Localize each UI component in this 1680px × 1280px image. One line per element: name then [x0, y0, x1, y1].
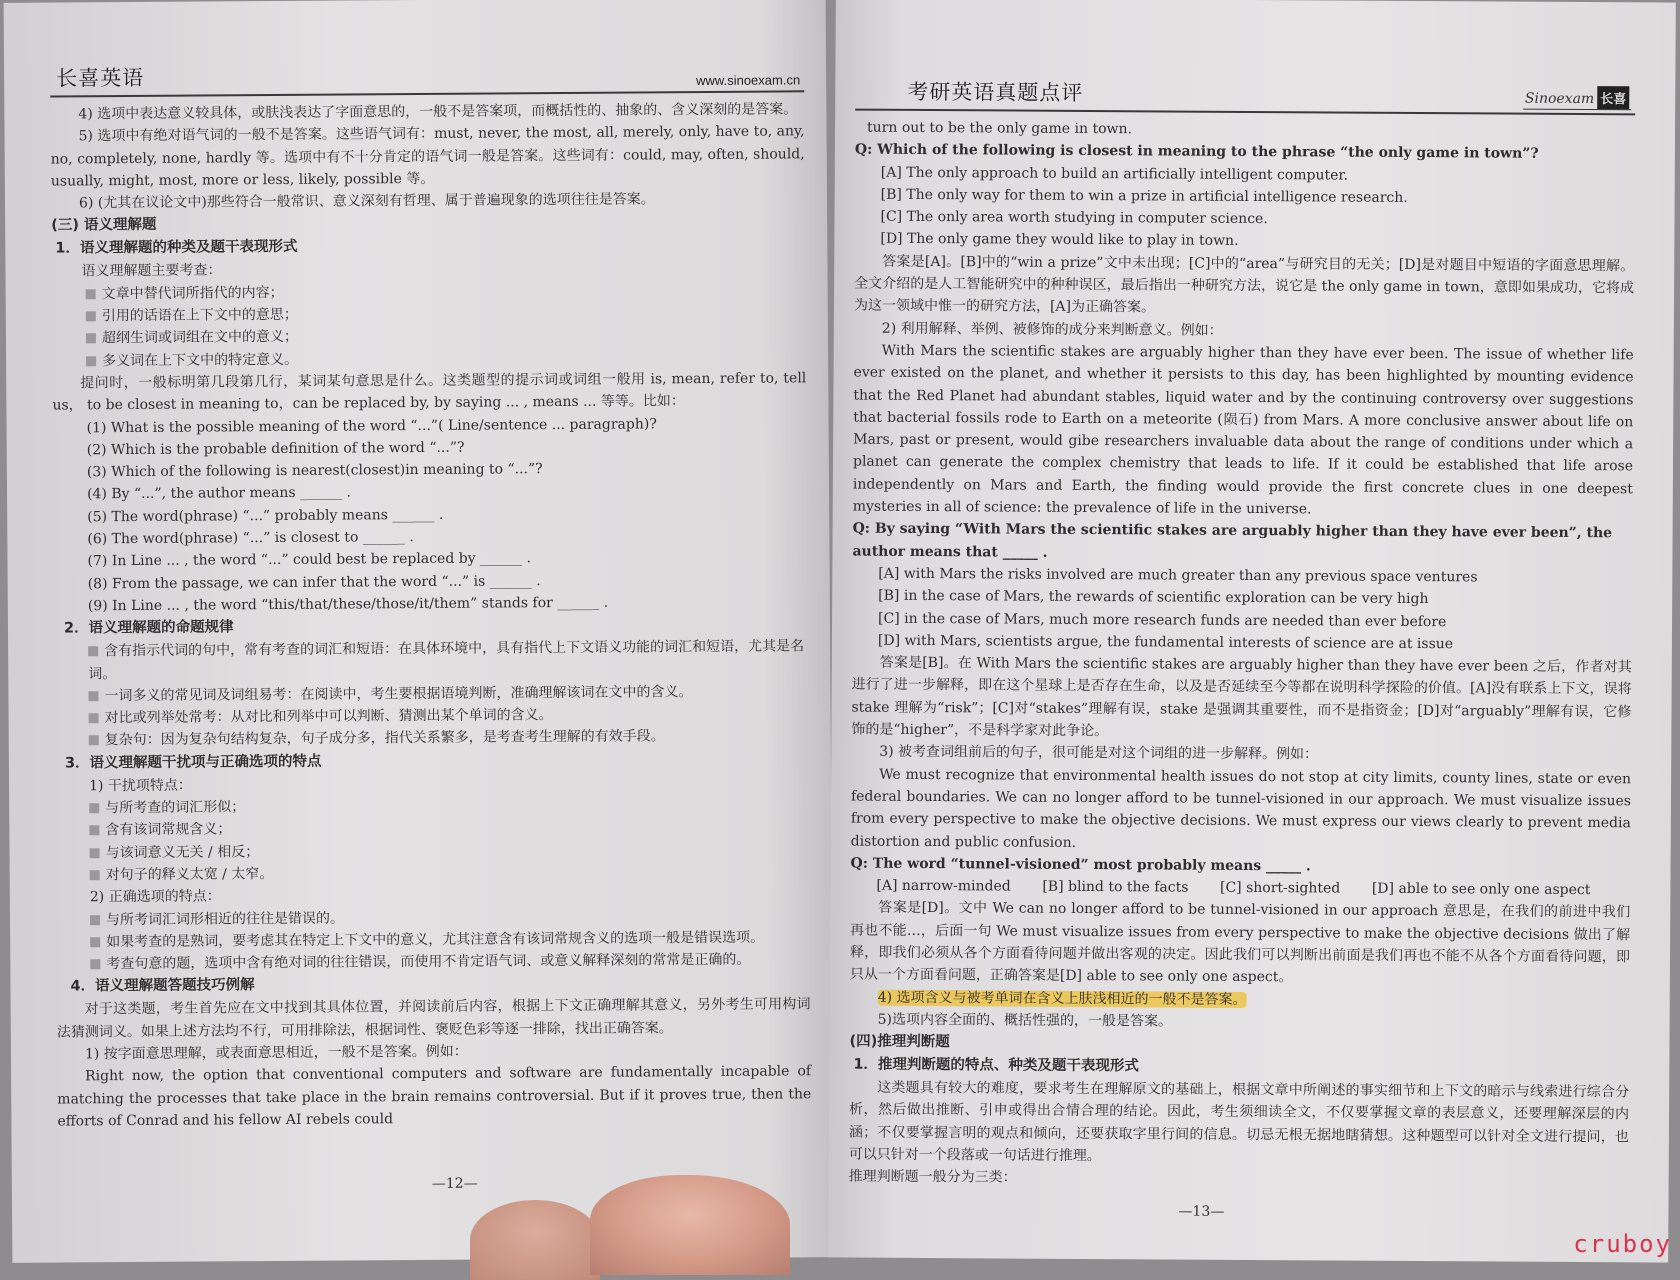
option: [C] in the case of Mars, much more research funds are needed than ever before [878, 610, 1447, 630]
bullet-square-icon [86, 289, 96, 299]
bullet-square-icon [86, 334, 96, 344]
left-page [4, 0, 835, 1263]
option: [B] in the case of Mars, the rewards of scientific exploration can be very high [878, 587, 1429, 608]
option: [A] narrow-minded [876, 877, 1011, 895]
list-item: 如果考查的是熟词，要考虑其在特定上下文中的意义，尤其注意含有该词常规含义的选项一般是错误选项。 [56, 926, 810, 954]
question-form: (5) The word(phrase) “...” probably means ______ . [87, 506, 444, 526]
option: [D] The only game they would like to play in town. [880, 231, 1239, 250]
list-item: 复杂句：因为复杂句结构复杂，句子成分多，指代关系繁多，是考查考生理解的有效手段。 [55, 725, 809, 753]
option: [A] with Mars the risks involved are much greater than any previous space ventures [878, 565, 1478, 586]
bullet-square-icon [88, 691, 98, 701]
question-form: (6) The word(phrase) “...” is closest to ______ . [87, 529, 414, 548]
example-passage: With Mars the scientific stakes are arguably higher than they have ever been. The issue of whether life ever existed on the planet, and whether it persists to this day, has been highlighted by mounting evidence that the Red Planet had abundant stables, liquid water and by the continuing controversy over suggestions that bacterial fossils rode to Earth on a meteorite (陨石) from Mars. A more conclusive answer about life on Mars, past or present, would gibe researchers invaluable data about the range of conditions under which a planet can generate the complex chemistry that leads to life. If it could be established that life arose independently on Mars and Earth, the finding would provide the first concrete clues in one deepest mysteries in all of science: the prevalence of life in the universe. [852, 342, 1634, 518]
question-form: (1) What is the possible meaning of the word “...”( Line/sentence ... paragraph)? [86, 415, 657, 436]
question-form: (2) Which is the probable definition of the word “...”? [86, 439, 465, 459]
types-lead: 语义理解题主要考查： [81, 262, 222, 280]
list-item: 文章中替代词所指代的内容； [52, 278, 806, 306]
list-item: 超纲生词或词组在文中的意义； [52, 323, 806, 351]
question-form: (9) In Line ... , the word “this/that/these/those/it/them” stands for ______ . [87, 594, 609, 615]
intro-paragraph-6: 6) (尤其在议论文中)那些符合一般常识、意义深刻有哲理、属于普遍现象的选项往往是答案。 [78, 191, 655, 212]
finger-shape [590, 1175, 790, 1275]
subheading-inference-types: 1．推理判断题的特点、种类及题干表现形式 [853, 1056, 1139, 1075]
example-tail: turn out to be the only game in town. [867, 119, 1133, 138]
question-3: Q: The word “tunnel-visioned” most probably means _____ . [850, 855, 1311, 875]
book-title: 考研英语真题点评 [907, 79, 1084, 105]
subheading-distractors: 3．语义理解题干扰项与正确选项的特点 [64, 753, 322, 772]
subheading-patterns: 2．语义理解题的命题规律 [63, 619, 234, 637]
list-item: 与所考查的词汇形似； [55, 792, 809, 820]
section-heading-inference: (四)推理判断题 [849, 1033, 950, 1051]
option: [B] The only way for them to win a prize in artificial intelligence research. [880, 186, 1408, 206]
list-item: 与该词意义无关 / 相反； [55, 837, 809, 865]
left-page-header [50, 57, 804, 97]
bullet-square-icon [89, 736, 99, 746]
example-passage: We must recognize that environmental health issues do not stop at city limits, county lines, state or even federal boundaries. We can no longer afford to be tunnel-visioned in our approach. We must visualize issues from every perspective to make the objective decisions. We must express our views clearly to prevent media distortion and public confusion. [850, 766, 1632, 851]
bullet-square-icon [90, 915, 100, 925]
techniques-paragraph: 对于这类题，考生首先应在文中找到其具体位置，并阅读前后内容，根据上下文正确理解其意义，另外考生可用构词法猜测词义。如果上述方法均不行，可用排除法，根据词性、褒贬色彩等逐一排除，找出正确答案。 [56, 996, 811, 1041]
subheading-types: 1．语义理解题的种类及题干表现形式 [55, 239, 298, 258]
list-item: 考查句意的题，选项中含有绝对词的往往错误，而使用不肯定语气词、或意义解释深刻的常常是正确的。 [56, 948, 810, 976]
question-form: (4) By “...”, the author means ______ . [86, 484, 352, 503]
bullet-square-icon [90, 937, 100, 947]
answer-explanation-2: 答案是[B]。在 With Mars the scientific stakes are arguably higher than they have ever been 之后，作者对其进行了进一步解释，即在这个星球上是否存在生命，以及是否延续至今等都在说明科学探险的价值。[A]没有联系上下文，误将 stake 理解为“risk”；[C]对“stakes”理解有误，stake 是强调其重要性，而不是指资金；[D]对“arguably”理解有误，它修饰的是“higher”，不是科学家对此争论。 [851, 654, 1632, 740]
answer-explanation-1: 答案是[A]。[B]中的“win a prize”文中未出现；[C]中的“area”与研究目的无关；[D]是对题目中短语的字面意思理解。全文介绍的是人工智能研究中的种种误区，最后指出一种研究方法，说它是 the only game in town，意即如果成功，它将成为这一领域中惟一的研究方法，[A]为正确答案。 [853, 253, 1635, 316]
answer-explanation-3: 答案是[D]。文中 We can no longer afford to be tunnel-visioned in our approach 意思是，在我们的前进中我们再也不能…，后面一句 We must visualize issues from every perspective to make the objective decisions 做出了解释，即我们必须从各个方面看待问题并做出客观的决定。因此我们可以判断出前面是我们再也不能不从各个方面看待问题，即只从一个方面看问题，正确答案是[D] able to see only one aspect。 [849, 900, 1631, 986]
inference-tail: 推理判断题一般分为三类： [848, 1168, 1017, 1186]
bullet-square-icon [90, 870, 100, 880]
option: [D] able to see only one aspect [1371, 880, 1591, 899]
question-form: (8) From the passage, we can infer that the word “...” is ______ . [87, 572, 541, 592]
correct-features-label: 2) 正确选项的特点： [89, 888, 221, 906]
bullet-square-icon [89, 826, 99, 836]
intro-paragraph-5: 5) 选项中有绝对语气词的一般不是答案。这些语气词有：must, never, the most, all, merely, only, have to, any, no, completely, none, hardly 等。选项中有不十分肯定的语气词一般是答案。这些词有：could, may, often, should, usually, might, most, more or less, likely, possible 等。 [50, 123, 805, 190]
bullet-square-icon [89, 713, 99, 723]
example-passage: Right now, the option that conventional computers and software are fundamentally incapable of matching the processes that take place in the brain remains controversial. But if it proves true, then the efforts of Conrad and his fellow AI rebels could [57, 1063, 812, 1130]
publisher-logo: Sinoexam 长喜 [1523, 86, 1631, 111]
bullet-square-icon [90, 848, 100, 858]
option: [C] short-sighted [1219, 879, 1341, 897]
hint-words-paragraph: 提问时，一般标明第几段第几行，某词某句意思是什么。这类题型的提示词或词组一般用 is, mean, refer to, tell us， to be closest in meaning to，can be replaced by, by saying ... , means ... 等等。比如： [52, 370, 807, 414]
highlight-mark: 4) 选项含义与被考单词在含义上肤浅相近的一般不是答案。 [877, 989, 1247, 1008]
distractor-features-label: 1) 干扰项特点： [89, 777, 192, 795]
page-number: —13— [1178, 1203, 1225, 1220]
technique-point-2: 2) 利用解释、举例、被修饰的成分来判断意义。例如： [881, 320, 1223, 339]
question-form: (7) In Line ... , the word “...” could best be replaced by ______ . [87, 550, 531, 570]
right-page [828, 0, 1676, 1263]
list-item: 一词多义的常见词及词组易考：在阅读中，考生要根据语境判断，准确理解该词在文中的含义。 [54, 680, 808, 708]
option: [D] with Mars, scientists argue, the fundamental interests of science are at issue [877, 632, 1454, 653]
technique-point-3: 3) 被考查词组前后的句子，很可能是对这个词组的进一步解释。例如： [879, 744, 1319, 763]
intro-paragraph-4: 4) 选项中表达意义较具体，或肤浅表达了字面意思的，一般不是答案项，而概括性的、抽象的、含义深刻的是答案。 [78, 101, 798, 123]
section-heading-semantic: (三) 语义理解题 [51, 217, 157, 235]
question-form: (3) Which of the following is nearest(closest)in meaning to “...”? [86, 461, 543, 481]
option: [C] The only area worth studying in computer science. [880, 208, 1268, 228]
page-number: —12— [431, 1175, 478, 1192]
list-item: 含有指示代词的句中，常有考查的词汇和短语：在具体环境中，具有指代上下文语义功能的词汇和短语，尤其是名词。 [88, 638, 805, 682]
watermark-signature: cruboy [1573, 1230, 1672, 1258]
list-item: 含有该词常规含义； [55, 815, 809, 843]
option: [B] blind to the facts [1042, 878, 1189, 896]
question-2: Q: By saying “With Mars the scientific stakes are arguably higher than they have ever been”, the author means that _____ . [852, 520, 1613, 561]
technique-point-5: 5)选项内容全面的、概括性强的，一般是答案。 [877, 1011, 1173, 1030]
technique-point-1: 1) 按字面意思理解，或表面意思相近，一般不是答案。例如： [84, 1043, 468, 1063]
bullet-square-icon [86, 311, 96, 321]
website-url: www.sinoexam.cn [696, 72, 801, 89]
list-item: 多义词在上下文中的特定意义。 [52, 345, 806, 373]
inference-paragraph: 这类题具有较大的难度，要求考生在理解原文的基础上，根据文章中所阐述的事实细节和上下文的暗示与线索进行综合分析，然后做出推断、引申或得出合情合理的结论。因此，考生须细读全文，不仅要掌握文章的表层意义，还要理解深层的内涵；不仅要掌握言明的观点和倾向，还要获取字里行间的信息。切忌无根无据地瞎猜想。这种题型可以针对全文进行提问，也可以只针对一个段落或一句话进行推理。 [848, 1079, 1630, 1165]
right-page-header [855, 76, 1635, 116]
subheading-techniques: 4．语义理解题答题技巧例解 [70, 977, 255, 995]
list-item: 对比或列举处常考：从对比和列举中可以判断、猜测出某个单词的含义。 [55, 702, 809, 730]
option: [A] The only approach to build an artificially intelligent computer. [880, 164, 1349, 184]
question-1: Q: Which of the following is closest in meaning to the phrase “the only game in town”? [854, 141, 1539, 163]
list-item: 对句子的释义太宽 / 太窄。 [56, 859, 810, 887]
list-item: 与所考词汇词形相近的往往是错误的。 [56, 904, 810, 932]
bullet-square-icon [90, 959, 100, 969]
bullet-square-icon [88, 646, 98, 656]
bullet-square-icon [89, 803, 99, 813]
book-title: 长喜英语 [56, 65, 145, 91]
bullet-square-icon [86, 356, 96, 366]
thumb-shape [470, 1200, 600, 1280]
list-item: 引用的话语在上下文中的意思； [52, 300, 806, 328]
